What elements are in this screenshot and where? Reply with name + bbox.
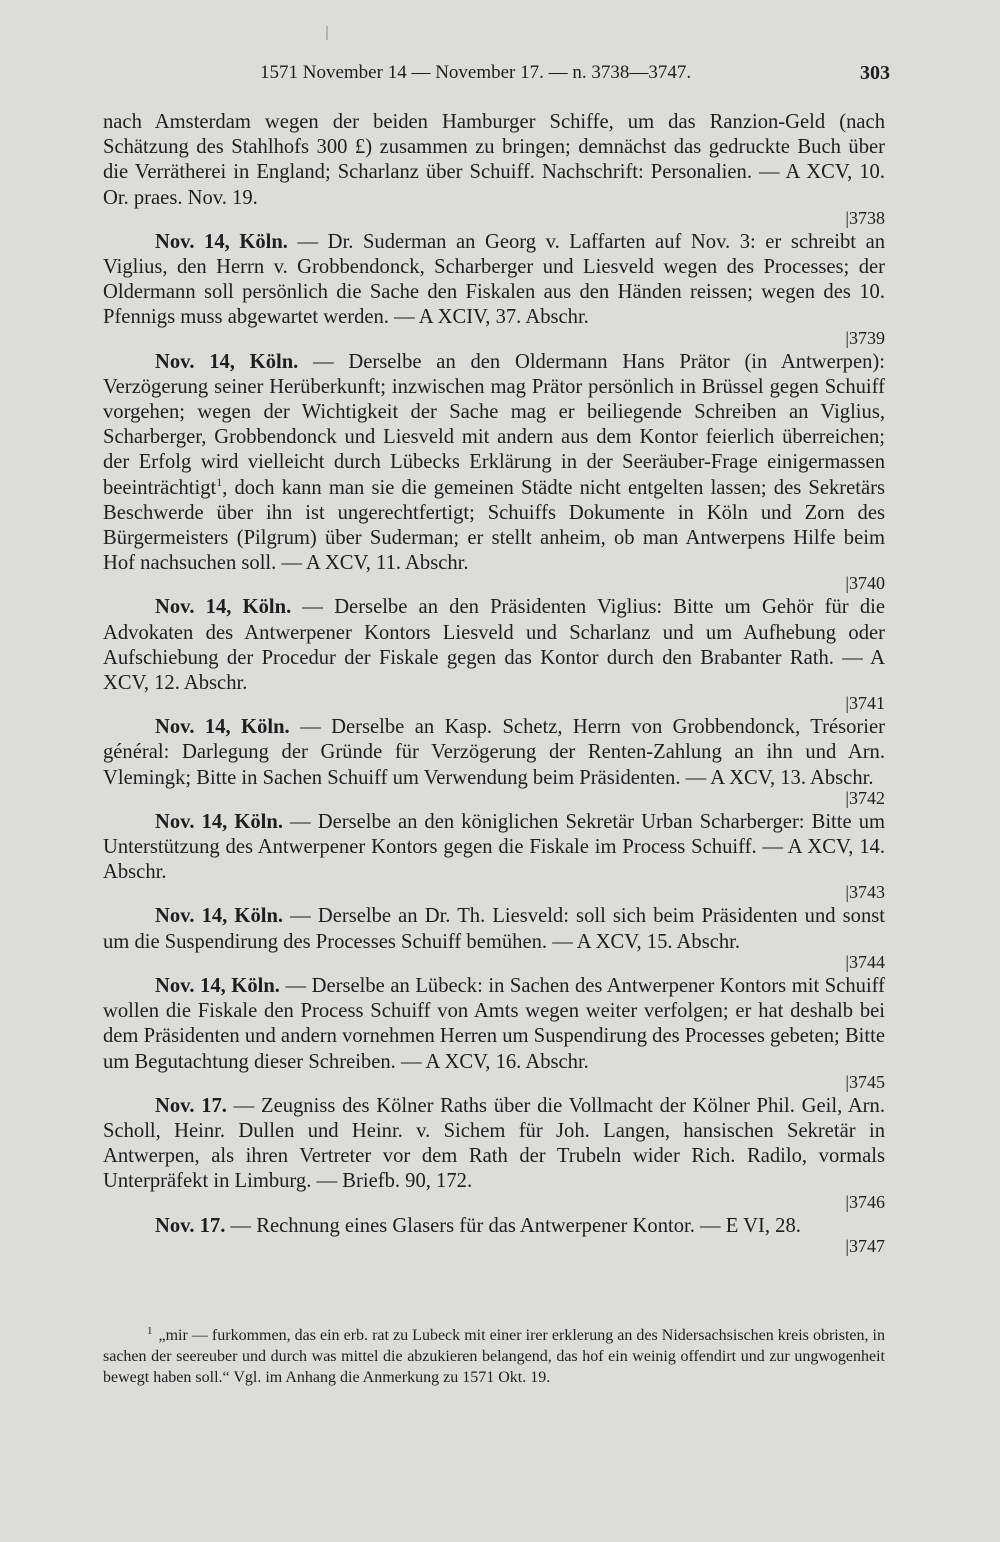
entry-text: — Derselbe an den königlichen Sekretär Urban Scharberger: Bitte um Unterstützung des Antwerpener Kontors gegen die Fiskale im Process Schuiff. — A XCV, 14. Abschr. — [103, 810, 886, 884]
running-title: 1571 November 14 — November 17. — n. 3738—3747. — [260, 62, 692, 83]
entry-number: |3742 — [845, 787, 885, 808]
entry-3744 — [103, 904, 885, 972]
entry-number: |3743 — [845, 882, 885, 903]
entry-text: nach Amsterdam wegen der beiden Hamburger Schiffe, um das Ranzion-Geld (nach Schätzung des Stahlhofs 300 £) zusammen zu bringen; demnächst das gedruckte Buch über die Verrätherei in England; Scharlanz über Schuiff. Nachschrift: Personalien. — A XCV, 10. Or. praes. Nov. 19. — [103, 111, 885, 209]
entry-text: — Derselbe an Kasp. Schetz, Herrn von Grobbendonck, Trésorier général: Darlegung der Gründe für Verzögerung der Renten-Zahlung an ihn und Arn. Vlemingk; Bitte in Sachen Schuiff um Verwendung beim Präsidenten. — A XCV, 13. Abschr. — [103, 716, 886, 789]
entry-3742 — [103, 715, 885, 809]
entry-date: Nov. 14, Köln. — [155, 230, 288, 253]
entry-date: Nov. 17. — [155, 1094, 227, 1117]
entry-number: |3739 — [845, 327, 885, 348]
entry-date: Nov. 14, Köln. — [155, 716, 290, 739]
entry-number: |3745 — [845, 1071, 885, 1092]
entry-date: Nov. 14, Köln. — [155, 350, 299, 373]
page-number: 303 — [860, 62, 890, 84]
page-header — [100, 62, 890, 92]
scan-mark — [326, 26, 328, 40]
entry-3746 — [103, 1094, 885, 1213]
entry-text: — Derselbe an den Oldermann Hans Prätor (in Antwerpen): Verzögerung seiner Herüberkunft; inzwischen mag Prätor persönlich in Brüssel gegen Schuiff vorgehen; wegen der Wichtigkeit der Sache mag er beiliegende Schreiben an Viglius, Scharberger, Grobbendonck und Liesveld mit andern aus dem Kontor feierlich überreichen; der Erfolg wird vielleicht durch Lübecks Erklärung in der Seeräuber-Frage einigermassen beeinträchtigt — [103, 350, 885, 499]
entry-3747 — [103, 1214, 885, 1257]
entry-number: |3738 — [845, 207, 885, 228]
entry-3745 — [103, 974, 885, 1093]
entry-number: |3741 — [845, 693, 885, 714]
footnotes — [103, 1325, 885, 1388]
entry-text-continued: , doch kann man sie die gemeinen Städte nicht entgelten lassen; des Sekretärs Beschwerde über ihn ist ungerechtfertigt; Schuiffs Dokumente in Köln und Zorn des Bürgermeisters (Pilgrum) über Suderman; er stellt anheim, ob man Antwerpens Hilfe beim Hof nachsuchen soll. — A XCV, 11. Abschr. — [103, 476, 885, 575]
entry-text: — Zeugniss des Kölner Raths über die Vollmacht der Kölner Phil. Geil, Arn. Scholl, Heinr. Dullen und Heinr. v. Sichem für Joh. Langen, hansischen Sekretär in Antwerpen, als ihren Vertreter vor dem Rath der Trubeln wider Rich. Radilo, vormals Unterpräfekt in Limburg. — Briefb. 90, 172. — [103, 1094, 885, 1193]
entry-number: |3744 — [845, 951, 885, 972]
entry-text: — Dr. Suderman an Georg v. Laffarten auf Nov. 3: er schreibt an Viglius, den Herrn v. Grobbendonck, Scharberger und Liesveld wegen des Processes; der Oldermann soll persönlich die Sache den Fiskalen aus den Händen reissen; wegen des 10. Pfennigs muss abgewartet werden. — A XCIV, 37. Abschr. — [103, 230, 886, 329]
entry-number: |3740 — [845, 573, 885, 594]
entry-date: Nov. 14, Köln. — [155, 905, 284, 928]
entry-text: — Derselbe an den Präsidenten Viglius: Bitte um Gehör für die Advokaten des Antwerpener Kontors Liesveld und Scharlanz und um Aufhebung oder Aufschiebung der Procedur der Fiskale gegen das Kontor durch den Brabanter Rath. — A XCV, 12. Abschr. — [103, 596, 886, 695]
entry-3743 — [103, 810, 885, 904]
entry-date: Nov. 14, Köln. — [155, 810, 283, 833]
continuation-entry — [103, 110, 885, 229]
entry-number: |3746 — [845, 1191, 885, 1212]
entry-date: Nov. 14, Köln. — [155, 596, 292, 619]
entry-number: |3747 — [845, 1235, 885, 1256]
entry-3740 — [103, 350, 885, 595]
entry-text: — Rechnung eines Glasers für das Antwerpener Kontor. — E VI, 28. — [225, 1214, 801, 1237]
entry-date: Nov. 17. — [155, 1214, 226, 1237]
entry-3739 — [103, 230, 885, 349]
entry-text: — Derselbe an Dr. Th. Liesveld: soll sich beim Präsidenten und sonst um die Suspendirung des Processes Schuiff bemühen. — A XCV, 15. Abschr. — [103, 905, 886, 953]
entry-3741 — [103, 595, 885, 714]
footnote-mark: 1 — [216, 474, 223, 489]
entry-text: — Derselbe an Lübeck: in Sachen des Antwerpener Kontors mit Schuiff wollen die Fiskale den Process Schuiff von Amts wegen weiter verfolgen; er hat deshalb bei dem Präsidenten und andern vornehmen Herren um Suspendirung des Processes gebeten; Bitte um Begutachtung dieser Schreiben. — A XCV, 16. Abschr. — [103, 974, 886, 1073]
footnote-number: 1 — [147, 1324, 153, 1337]
entry-date: Nov. 14, Köln. — [155, 974, 280, 997]
footnote-text: „mir — furkommen, das ein erb. rat zu Lubeck mit einer irer erklerung an des Nidersachsischen kreis obristen, in sachen der seereuber und durch was mittel die abzukieren belangend, das hof ein weinig offendirt und zur ungwogenheit bewegt haben soll.“ Vgl. im Anhang die Anmerkung zu 1571 Okt. 19. — [103, 1327, 885, 1386]
body-text — [103, 110, 885, 1258]
footnote — [103, 1325, 885, 1388]
